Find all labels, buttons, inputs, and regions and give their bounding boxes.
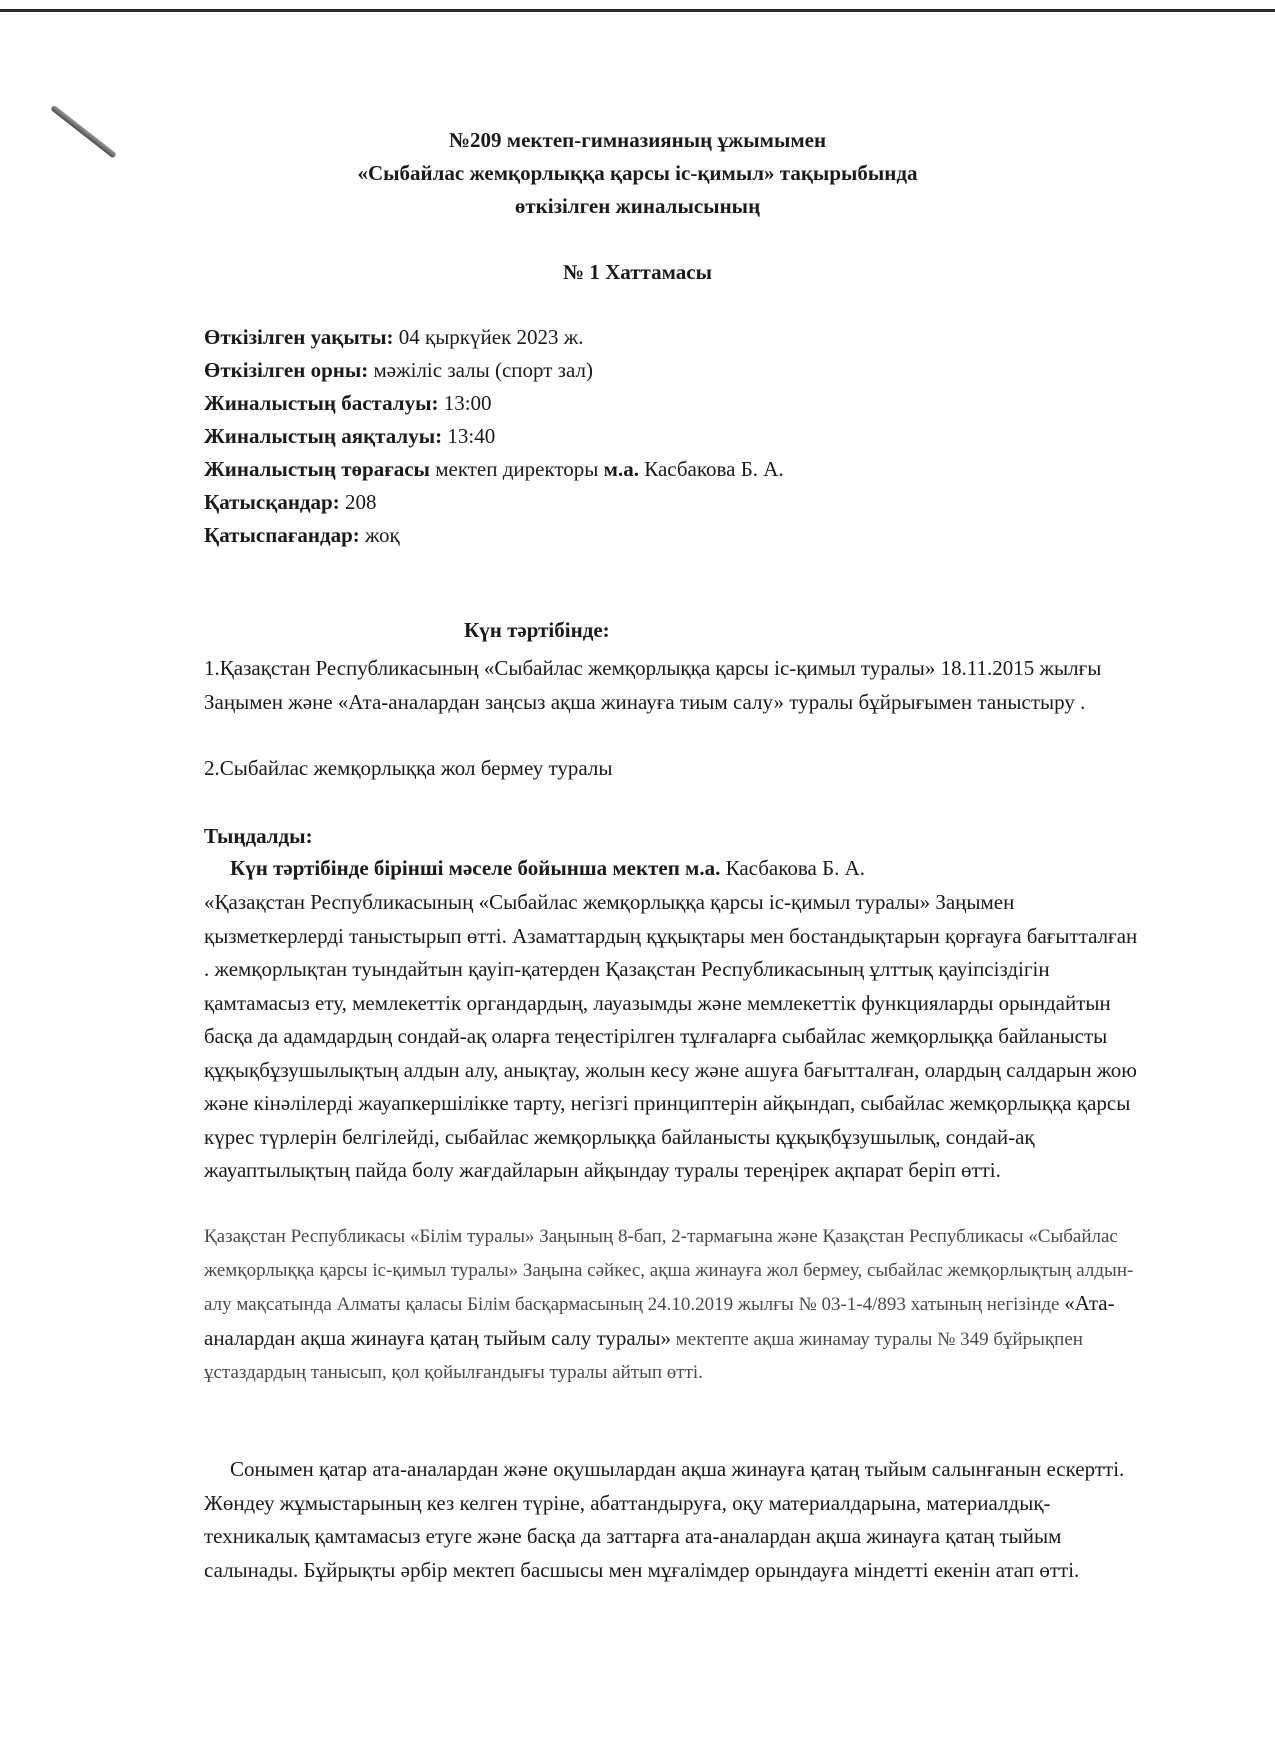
heard-intro-bold: Күн тәртібінде бірінші мәселе бойынша мектеп м.а. — [230, 856, 721, 880]
law-paragraph — [204, 1220, 1144, 1390]
detail-value-tail: Касбакова Б. А. — [638, 457, 784, 481]
detail-chair — [204, 457, 784, 482]
detail-label: Жиналыстың аяқталуы: — [204, 424, 443, 448]
law-text: Қазақстан Республикасы «Білім туралы» Заңының 8-бап, 2-тармағына және Қазақстан Республикасы «Сыбайлас жемқорлыққа қарсы іс-қимыл туралы» Заңына сәйкес, ақша жинауға жол бермеу, сыбайлас жемқорлықтың алдын-алу мақсатында Алматы қаласы Білім басқармасының 24.10.2019 жылғы № 03-1-4/893 хатының негізінде — [204, 1226, 1134, 1315]
law-quote: «Ата-аналардан ақша жинауға қатаң тыйым салу туралы» — [204, 1291, 1115, 1350]
detail-label: Қатысқандар: — [204, 490, 340, 514]
agenda-heading: Күн тәртібінде: — [464, 618, 610, 642]
protocol-title: № 1 Хаттамасы — [563, 260, 712, 284]
detail-label: Өткізілген уақыты: — [204, 325, 394, 349]
detail-value: жоқ — [359, 523, 400, 547]
detail-value: мәжіліс залы (спорт зал) — [368, 358, 593, 382]
detail-place — [204, 358, 593, 383]
detail-value: 04 қыркүйек 2023 ж. — [393, 325, 584, 349]
law-tail: мектепте ақша жинамау туралы № 349 бұйрықпен ұстаздардың танысып, қол қойылғандығы туралы айтып өтті. — [204, 1328, 1083, 1383]
detail-label: Қатыспағандар: — [204, 523, 360, 547]
detail-present — [204, 490, 376, 515]
agenda-item-1: 1.Қазақстан Республикасының «Сыбайлас жемқорлыққа қарсы іс-қимыл туралы» 18.11.2015 жылғы Заңымен және «Ата-аналардан заңсыз ақша жинауға тиым салу» туралы бұйрығымен таныстыру . — [204, 656, 1102, 714]
detail-value-bold: м.а. — [603, 457, 639, 481]
heard-intro-rest: Касбакова Б. А. — [720, 856, 866, 880]
heard-body: «Қазақстан Республикасының «Сыбайлас жемқорлыққа қарсы іс-қимыл туралы» Заңымен қызметкерлерді таныстырып өтті. Азаматтардың құқықтары мен бостандықтарын қорғауға бағытталған . жемқорлықтан туындайтын қауіп-қатерден Қазақстан Республикасының ұлттық қауіпсіздігін қамтамасыз ету, мемлекеттік органдардың, лауазымды және мемлекеттік функцияларды орындайтын басқа да адамдардың сондай-ақ оларға теңестірілген тұлғаларға сыбайлас жемқорлыққа байланысты құқықбұзушылықтың алдын алу, анықтау, жолын кесу және ашуға бағытталған, олардың салдарын жою және кінәлілерді жауапкершілікке тарту, негізгі принциптерін айқындап, сыбайлас жемқорлыққа қарсы күрес түрлерін белгілейді, сыбайлас жемқорлыққа байланысты құқықбұзушылық, сондай-ақ жауаптылықтың пайда болу жағдайларын айқындау туралы тереңірек ақпарат беріп өтті. — [204, 890, 1138, 1182]
detail-start — [204, 391, 492, 416]
closing-paragraph — [204, 1453, 1144, 1587]
closing-text: Сонымен қатар ата-аналардан және оқушылардан ақша жинауға қатаң тыйым салынғанын ескертті. Жөндеу жұмыстарының кез келген түріне, абаттандыруға, оқу материалдарына, материалдық-техникалық қамтамасыз етуге және басқа да заттарға ата-аналардан ақша жинауға қатаң тыйым салынады. Бұйрықты әрбір мектеп басшысы мен мұғалімдер орындауға міндетті екенін атап өтті. — [204, 1457, 1125, 1582]
heard-heading: Тыңдалды: — [204, 824, 313, 848]
detail-label: Жиналыстың төрағасы — [204, 457, 430, 481]
header-line-1: №209 мектеп-гимназияның ұжымымен — [448, 128, 827, 152]
detail-absent — [204, 523, 400, 548]
detail-date — [204, 325, 584, 350]
detail-value: 13:40 — [442, 424, 496, 448]
detail-value: 13:00 — [438, 391, 492, 415]
detail-label: Өткізілген орны: — [204, 358, 369, 382]
detail-value: мектеп директоры — [429, 457, 604, 481]
header-line-2: «Сыбайлас жемқорлыққа қарсы іс-қимыл» тақырыбында — [357, 161, 918, 185]
heard-intro — [204, 852, 1144, 886]
scan-edge-line — [0, 0, 1275, 14]
detail-value: 208 — [339, 490, 377, 514]
detail-end — [204, 424, 495, 449]
detail-label: Жиналыстың басталуы: — [204, 391, 439, 415]
header-line-3: өткізілген жиналысының — [514, 194, 761, 218]
agenda-item-2: 2.Сыбайлас жемқорлыққа жол бермеу туралы — [204, 756, 613, 780]
